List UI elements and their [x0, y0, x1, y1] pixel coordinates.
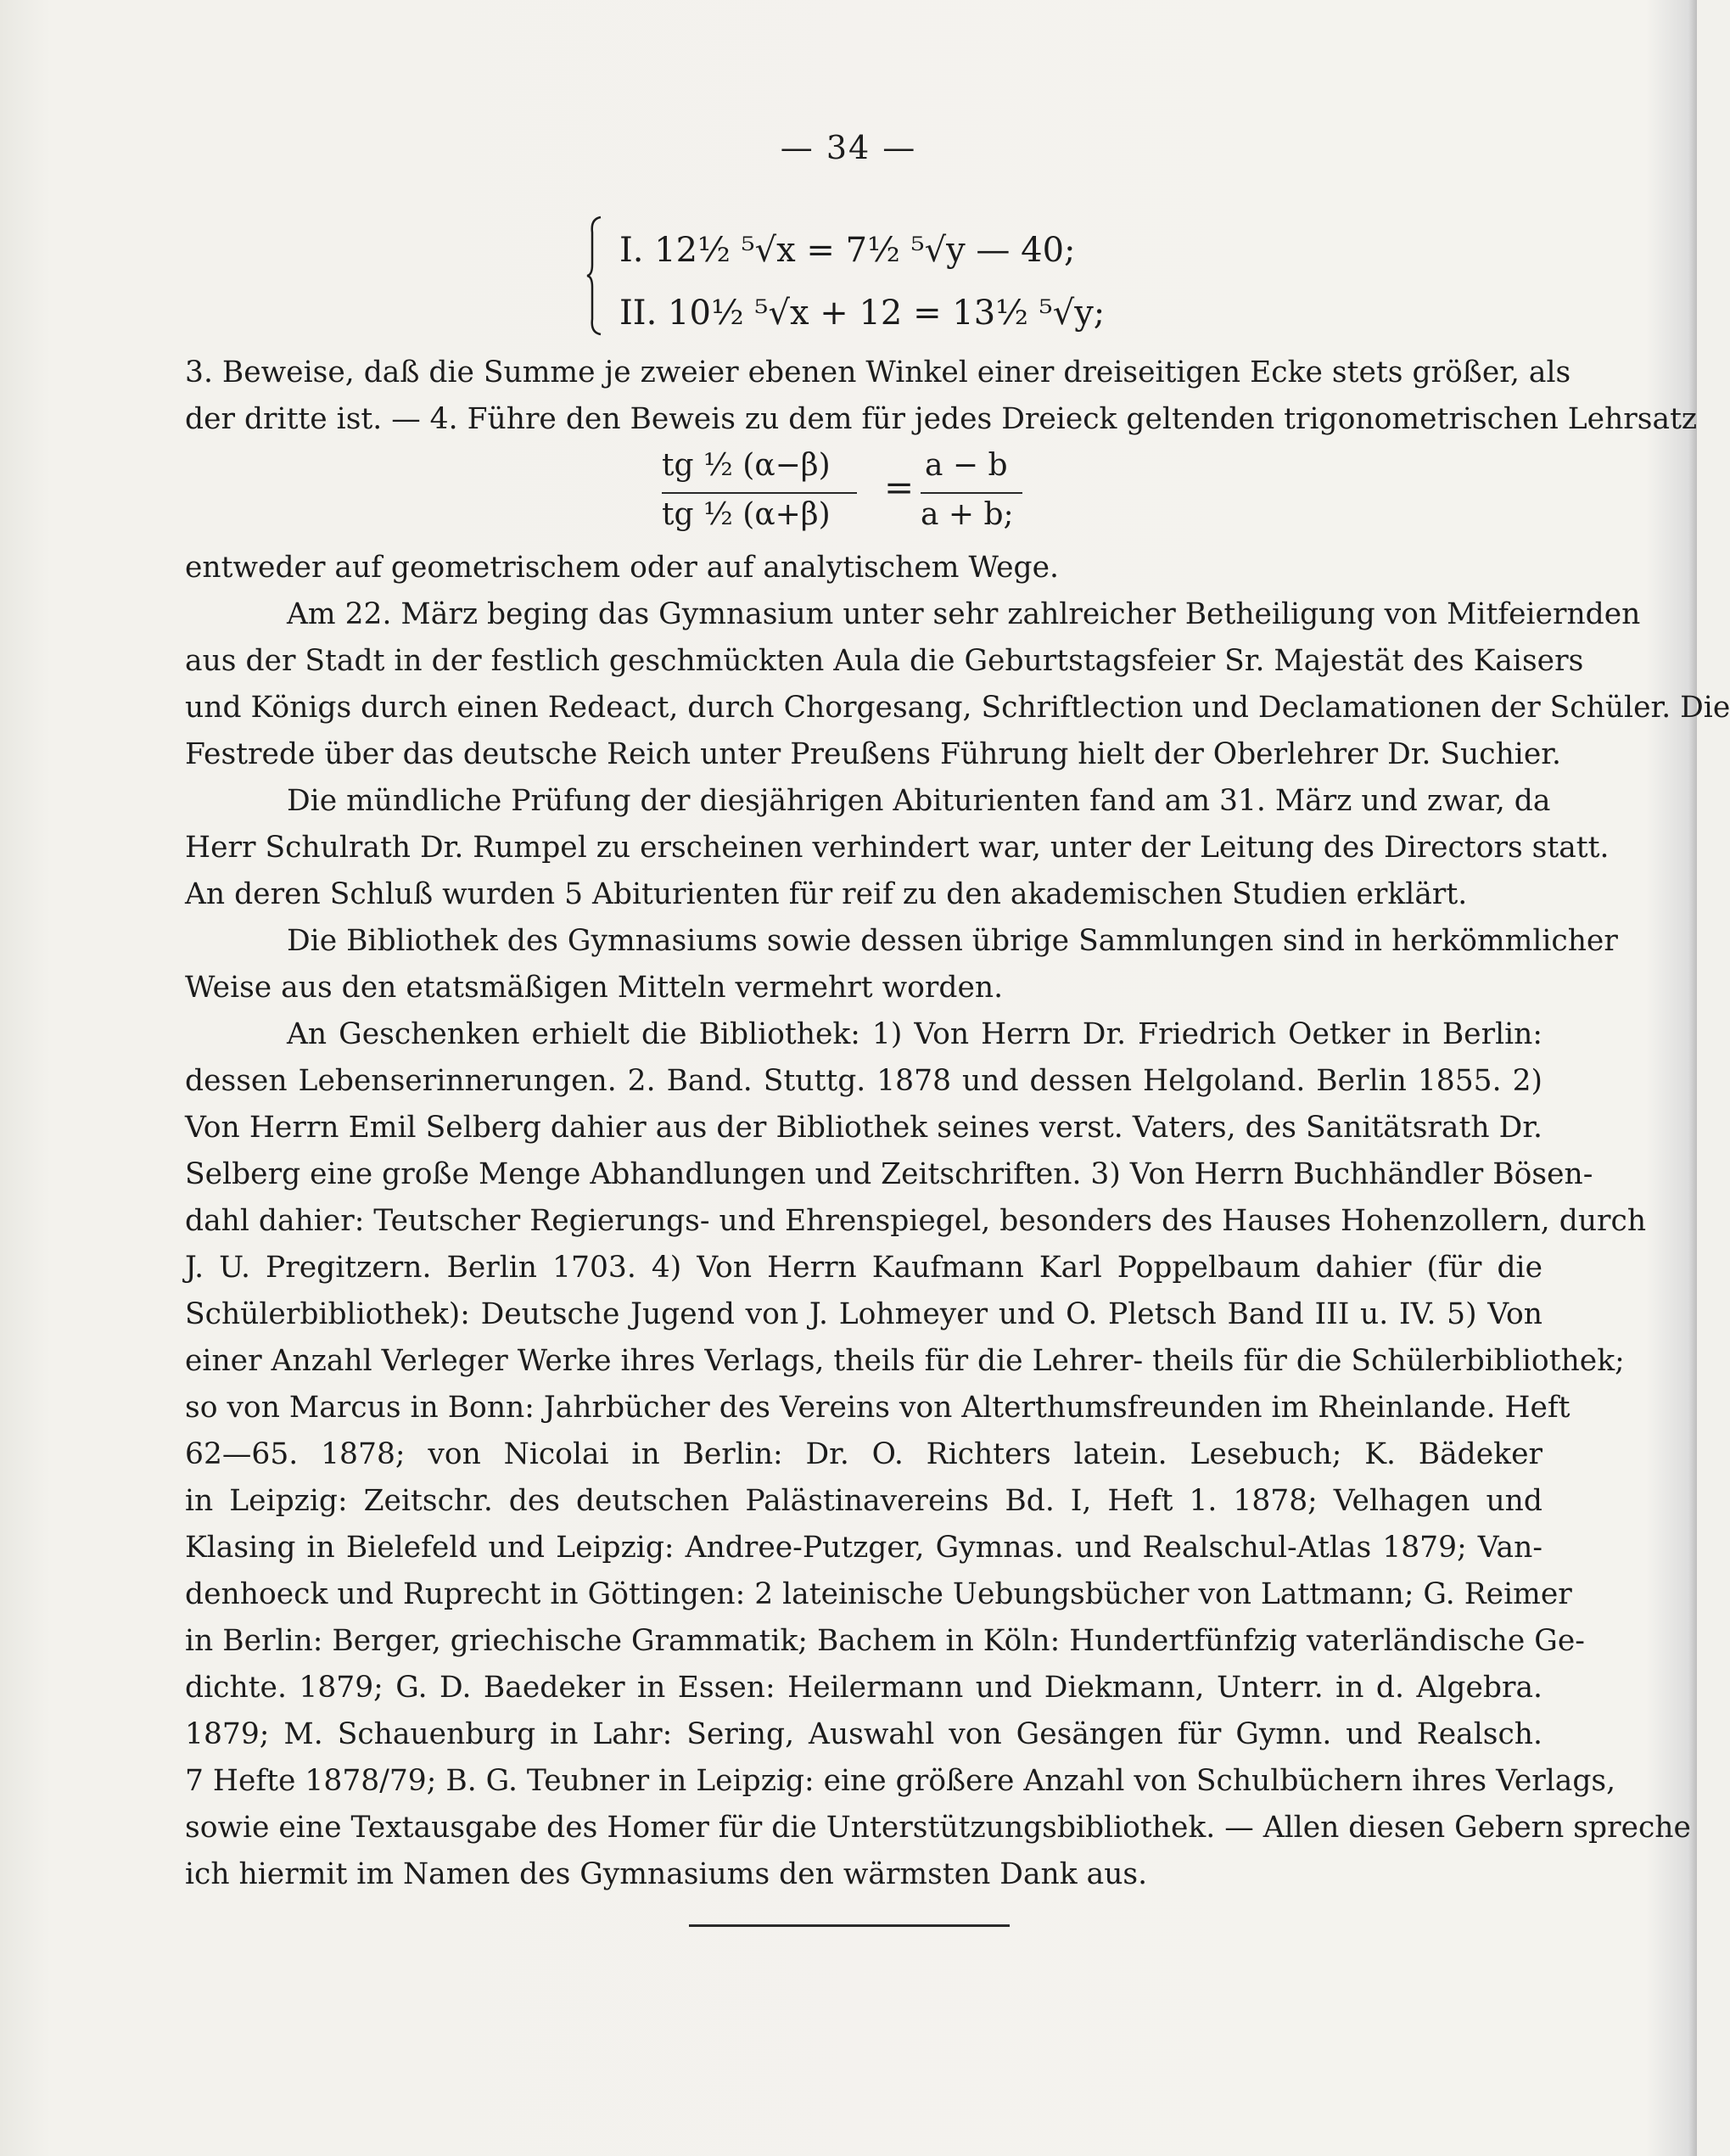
formula-right-numerator: a − b — [925, 448, 1008, 483]
formula-left-denominator: tg ½ (α+β) — [662, 497, 831, 532]
main-text — [185, 545, 1730, 1898]
equals-sign: = — [884, 467, 915, 508]
equation-2-body: 10½ ⁵√x + 12 = 13½ ⁵√y; — [668, 294, 1106, 333]
formula-left-numerator: tg ½ (α−β) — [662, 448, 831, 483]
text-line: Herr Schulrath Dr. Rumpel zu erscheinen verhindert war, unter der Leitung des Directors statt. — [185, 831, 1610, 865]
text-line: in Leipzig: Zeitschr. des deutschen Palästinavereins Bd. I, Heft 1. 1878; Velhagen und — [185, 1484, 1542, 1518]
equation-2 — [619, 294, 1105, 333]
page-number: — 34 — — [780, 129, 917, 166]
text-line: J. U. Pregitzern. Berlin 1703. 4) Von Herrn Kaufmann Karl Poppelbaum dahier (für die — [185, 1251, 1542, 1285]
equation-1-label: I. — [619, 231, 644, 270]
text-line: 3. Beweise, daß die Summe je zweier ebenen Winkel einer dreiseitigen Ecke stets größer, als — [185, 356, 1571, 389]
text-line: in Berlin: Berger, griechische Grammatik; Bachem in Köln: Hundertfünfzig vaterländische Ge- — [185, 1624, 1585, 1658]
equation-2-label: II. — [619, 294, 658, 333]
text-line: Von Herrn Emil Selberg dahier aus der Bibliothek seines verst. Vaters, des Sanitätsrath Dr. — [185, 1111, 1542, 1145]
fraction-bar — [662, 492, 857, 494]
equation-system — [585, 212, 1179, 339]
text-line: Schülerbibliothek): Deutsche Jugend von J. Lohmeyer und O. Pletsch Band III u. IV. 5) Von — [185, 1297, 1542, 1331]
equation-1 — [619, 231, 1076, 270]
text-line: Die mündliche Prüfung der diesjährigen Abiturienten fand am 31. März und zwar, da — [287, 784, 1551, 818]
text-line: 1879; M. Schauenburg in Lahr: Sering, Auswahl von Gesängen für Gymn. und Realsch. — [185, 1717, 1542, 1751]
text-line: der dritte ist. — 4. Führe den Beweis zu dem für jedes Dreieck geltenden trigonometrischen Lehrsatz — [185, 402, 1698, 436]
text-line: dessen Lebenserinnerungen. 2. Band. Stuttg. 1878 und dessen Helgoland. Berlin 1855. 2) — [185, 1064, 1542, 1098]
text-line: dichte. 1879; G. D. Baedeker in Essen: Heilermann und Diekmann, Unterr. in d. Algebra. — [185, 1671, 1542, 1705]
brace-icon — [585, 216, 604, 336]
text-line: aus der Stadt in der festlich geschmückten Aula die Geburtstagsfeier Sr. Majestät des Kaisers — [185, 644, 1584, 678]
text-line: Die Bibliothek des Gymnasiums sowie dessen übrige Sammlungen sind in herkömmlicher — [287, 924, 1618, 958]
formula-right-denominator: a + b; — [921, 497, 1014, 532]
text-line: ich hiermit im Namen des Gymnasiums den wärmsten Dank aus. — [185, 1857, 1148, 1891]
text-line: Klasing in Bielefeld und Leipzig: Andree-Putzger, Gymnas. und Realschul-Atlas 1879; Van- — [185, 1531, 1542, 1565]
text-line: denhoeck und Ruprecht in Göttingen: 2 lateinische Uebungsbücher von Lattmann; G. Reimer — [185, 1577, 1572, 1611]
text-line: 7 Hefte 1878/79; B. G. Teubner in Leipzig: eine größere Anzahl von Schulbüchern ihres Verlags, — [185, 1764, 1616, 1798]
text-line: An deren Schluß wurden 5 Abiturienten für reif zu den akademischen Studien erklärt. — [185, 877, 1468, 911]
text-line: und Königs durch einen Redeact, durch Chorgesang, Schriftlection und Declamationen der Schüler. Die — [185, 691, 1730, 725]
text-line: einer Anzahl Verleger Werke ihres Verlags, theils für die Lehrer- theils für die Schülerbibliothek; — [185, 1344, 1625, 1378]
paragraph-exercises — [185, 350, 1698, 443]
equation-1-body: 12½ ⁵√x = 7½ ⁵√y — 40; — [654, 231, 1076, 270]
text-line: so von Marcus in Bonn: Jahrbücher des Vereins von Alterthumsfreunden im Rheinlande. Heft — [185, 1391, 1570, 1425]
text-line: 62—65. 1878; von Nicolai in Berlin: Dr. O. Richters latein. Lesebuch; K. Bädeker — [185, 1437, 1542, 1471]
text-line: Weise aus den etatsmäßigen Mitteln vermehrt worden. — [185, 971, 1004, 1005]
text-line: sowie eine Textausgabe des Homer für die Unterstützungsbibliothek. — Allen diesen Gebern spreche — [185, 1811, 1691, 1845]
text-line: Festrede über das deutsche Reich unter Preußens Führung hielt der Oberlehrer Dr. Suchier. — [185, 737, 1561, 771]
text-line: Selberg eine große Menge Abhandlungen und Zeitschriften. 3) Von Herrn Buchhändler Bösen- — [185, 1157, 1593, 1191]
fraction-bar — [921, 492, 1022, 494]
closing-rule — [689, 1924, 1010, 1927]
trig-formula — [662, 448, 1052, 541]
text-line: An Geschenken erhielt die Bibliothek: 1) Von Herrn Dr. Friedrich Oetker in Berlin: — [287, 1017, 1542, 1051]
text-line: entweder auf geometrischem oder auf analytischem Wege. — [185, 551, 1059, 585]
text-line: Am 22. März beging das Gymnasium unter sehr zahlreicher Betheiligung von Mitfeiernden — [287, 597, 1641, 631]
text-line: dahl dahier: Teutscher Regierungs- und Ehrenspiegel, besonders des Hauses Hohenzollern, durch — [185, 1204, 1647, 1238]
